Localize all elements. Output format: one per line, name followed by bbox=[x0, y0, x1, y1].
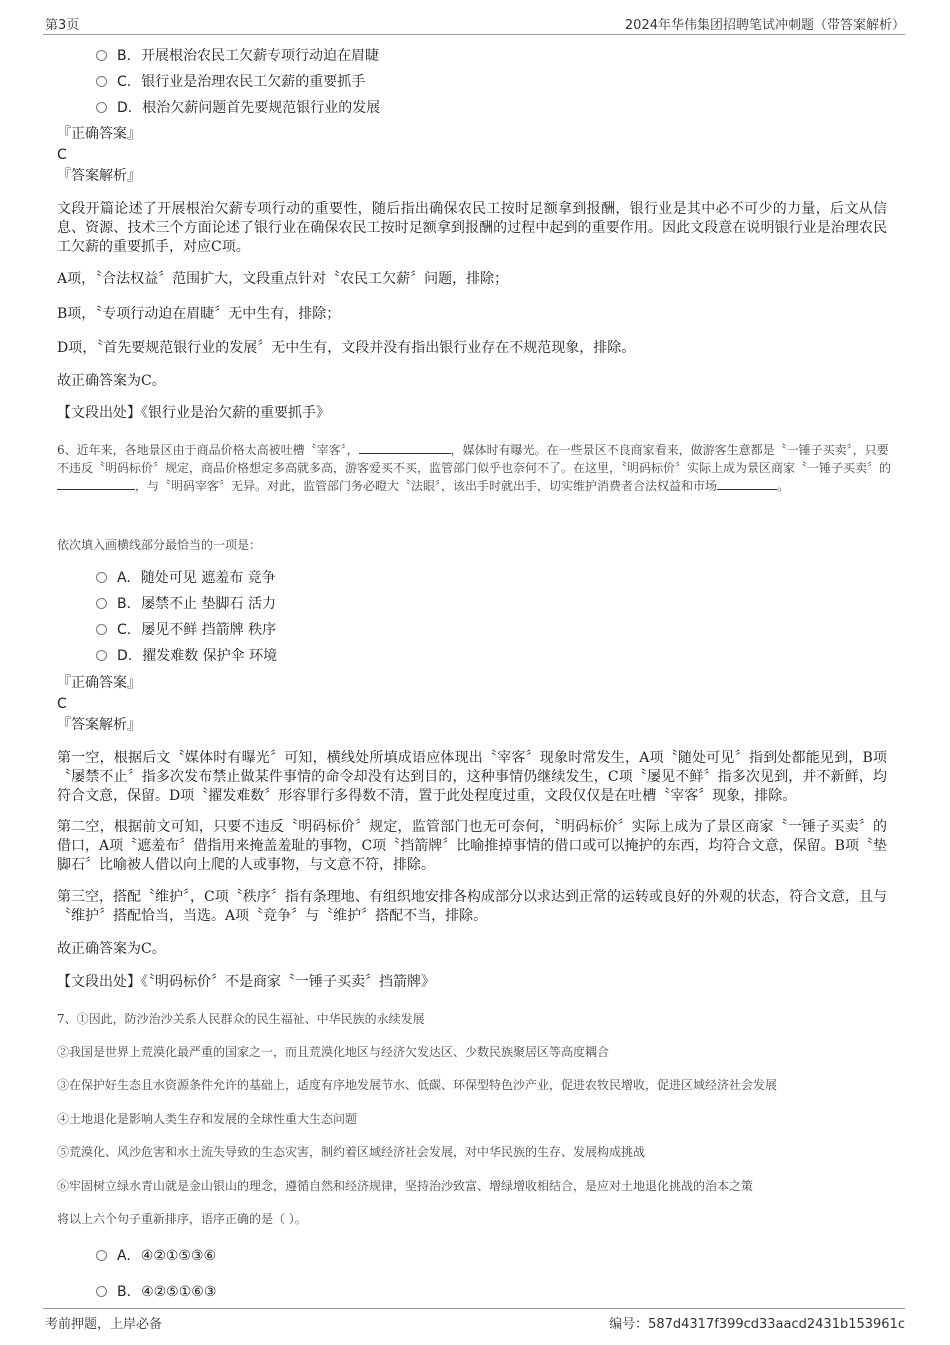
radio-icon[interactable] bbox=[96, 1250, 107, 1261]
radio-icon[interactable] bbox=[96, 598, 107, 609]
radio-icon[interactable] bbox=[96, 650, 107, 661]
q7-sentence-5: ⑤荒漠化、风沙危害和水土流失导致的生态灾害，制约着区域经济社会发展，对中华民族的生存、发展构成挑战 bbox=[57, 1145, 646, 1159]
q5-option-b[interactable]: B. 开展根治农民工欠薪专项行动迫在眉睫 bbox=[96, 46, 379, 66]
q6-analysis-label: 『答案解析』 bbox=[57, 717, 141, 733]
q7-sentence-2: ②我国是世界上荒漠化最严重的国家之一，而且荒漠化地区与经济欠发达区、少数民族聚居区等高度耦合 bbox=[57, 1045, 610, 1059]
q7-option-b[interactable]: B. ④②⑤①⑥③ bbox=[96, 1282, 216, 1302]
q6-option-a[interactable]: A. 随处可见 遮羞布 竞争 bbox=[96, 568, 276, 588]
q7-sentence-3: ③在保护好生态且水资源条件允许的基础上，适度有序地发展节水、低碳、环保型特色沙产业，促进农牧民增收，促进区域经济社会发展 bbox=[57, 1078, 778, 1092]
page-number: 第3页 bbox=[45, 18, 80, 33]
header-rule bbox=[43, 34, 905, 35]
q6-answer: C bbox=[57, 696, 67, 712]
blank-2 bbox=[57, 477, 135, 490]
q5-analysis-d: D项，〝首先要规范银行业的发展〞无中生有，文段并没有指出银行业存在不规范现象，排除。 bbox=[57, 340, 636, 356]
radio-icon[interactable] bbox=[96, 50, 107, 61]
q6-stem: 6、近年来，各地景区由于商品价格太高被吐槽〝宰客〞， ，媒体时有曝光。在一些景区不良商家看来，做游客生意都是〝一锤子买卖〞，只要不违反〝明码标价〞规定，商品价格想定多高就多高，游客爱买不买，监管部门似乎也奈何不了。在这里，〝明码标价〞实际上成为景区商家〝一锤子买卖〞的，与〝明码宰客〞无异。对此，监管部门务必瞪大〝法眼〞，该出手时就出手，切实维护消费者合法权益和市场 。 bbox=[57, 443, 892, 493]
q5-source: 【文段出处】《银行业是治欠薪的重要抓手》 bbox=[57, 405, 330, 421]
document-title: 2024年华伟集团招聘笔试冲刺题（带答案解析） bbox=[624, 18, 905, 33]
q7-sentence-1: 7、①因此，防沙治沙关系人民群众的民生福祉、中华民族的永续发展 bbox=[57, 1012, 425, 1026]
q6-analysis-second-blank: 第二空，根据前文可知，只要不违反〝明码标价〞规定，监管部门也无可奈何，〝明码标价〞实际上成为了景区商家〝一锤子买卖〞的借口，A项〝遮羞布〞借指用来掩盖羞耻的事物，C项〝挡箭牌〞比喻推掉事情的借口或可以掩护的东西，均符合文意，保留。B项〝垫脚石〞比喻被人借以向上爬的人或事物，与文意不符，排除。 bbox=[57, 819, 887, 873]
q6-option-d[interactable]: D. 擢发难数 保护伞 环境 bbox=[96, 646, 277, 666]
q5-analysis-b: B项，〝专项行动迫在眉睫〞无中生有，排除； bbox=[57, 306, 341, 322]
q5-analysis-label: 『答案解析』 bbox=[57, 168, 141, 184]
q6-prompt: 依次填入画横线部分最恰当的一项是： bbox=[57, 538, 262, 552]
q5-answer: C bbox=[57, 147, 67, 163]
q5-analysis-a: A项，〝合法权益〞范围扩大，文段重点针对〝农民工欠薪〞问题，排除； bbox=[57, 271, 509, 287]
q7-sentence-4: ④土地退化是影响人类生存和发展的全球性重大生态问题 bbox=[57, 1112, 358, 1126]
footer-rule bbox=[43, 1308, 905, 1309]
q6-conclusion: 故正确答案为C。 bbox=[57, 941, 166, 957]
q5-option-d[interactable]: D. 根治欠薪问题首先要规范银行业的发展 bbox=[96, 98, 380, 118]
q6-option-c[interactable]: C. 屡见不鲜 挡箭牌 秩序 bbox=[96, 620, 276, 640]
radio-icon[interactable] bbox=[96, 572, 107, 583]
q5-conclusion: 故正确答案为C。 bbox=[57, 373, 166, 389]
blank-3 bbox=[717, 477, 777, 490]
q6-analysis-first-blank: 第一空，根据后文〝媒体时有曝光〞可知，横线处所填成语应体现出〝宰客〞现象时常发生，A项〝随处可见〞指到处都能见到，B项〝屡禁不止〞指多次发布禁止做某件事情的命令却没有达到目的，这种事情仍继续发生，C项〝屡见不鲜〞指多次见到，并不新鲜，均符合文意，保留。D项〝擢发难数〞形容罪行多得数不清，置于此处程度过重，文段仅仅是在吐槽〝宰客〞现象，排除。 bbox=[57, 750, 887, 804]
radio-icon[interactable] bbox=[96, 76, 107, 87]
radio-icon[interactable] bbox=[96, 624, 107, 635]
q5-option-c[interactable]: C. 银行业是治理农民工欠薪的重要抓手 bbox=[96, 72, 365, 92]
q7-prompt: 将以上六个句子重新排序，语序正确的是（ ）。 bbox=[57, 1212, 307, 1226]
q6-source: 【文段出处】《〝明码标价〞不是商家〝一锤子买卖〞挡箭牌》 bbox=[57, 974, 435, 990]
q6-option-b[interactable]: B. 屡禁不止 垫脚石 活力 bbox=[96, 594, 276, 614]
q6-answer-label: 『正确答案』 bbox=[57, 675, 141, 691]
q5-analysis-paragraph: 文段开篇论述了开展根治欠薪专项行动的重要性，随后指出确保农民工按时足额拿到报酬，银行业是其中必不可少的力量，后文从信息、资源、技术三个方面论述了银行业在确保农民工按时足额拿到报酬的过程中起到的重要作用。因此文段意在说明银行业是治理农民工欠薪的重要抓手，对应C项。 bbox=[57, 201, 887, 255]
footer-slogan: 考前押题，上岸必备 bbox=[45, 1317, 163, 1332]
radio-icon[interactable] bbox=[96, 102, 107, 113]
blank-1 bbox=[359, 441, 451, 454]
footer-code: 编号：587d4317f399cd33aacd2431b153961c bbox=[609, 1317, 905, 1332]
q7-sentence-6: ⑥牢固树立绿水青山就是金山银山的理念，遵循自然和经济规律，坚持治沙致富、增绿增收相结合，是应对土地退化挑战的治本之策 bbox=[57, 1179, 754, 1193]
q7-option-a[interactable]: A. ④②①⑤③⑥ bbox=[96, 1246, 216, 1266]
q6-analysis-third-blank: 第三空，搭配〝维护〞，C项〝秩序〞指有条理地、有组织地安排各构成部分以求达到正常的运转或良好的外观的状态，符合文意，且与〝维护〞搭配恰当，当选。A项〝竞争〞与〝维护〞搭配不当，排除。 bbox=[57, 889, 887, 924]
radio-icon[interactable] bbox=[96, 1286, 107, 1297]
q5-answer-label: 『正确答案』 bbox=[57, 126, 141, 142]
